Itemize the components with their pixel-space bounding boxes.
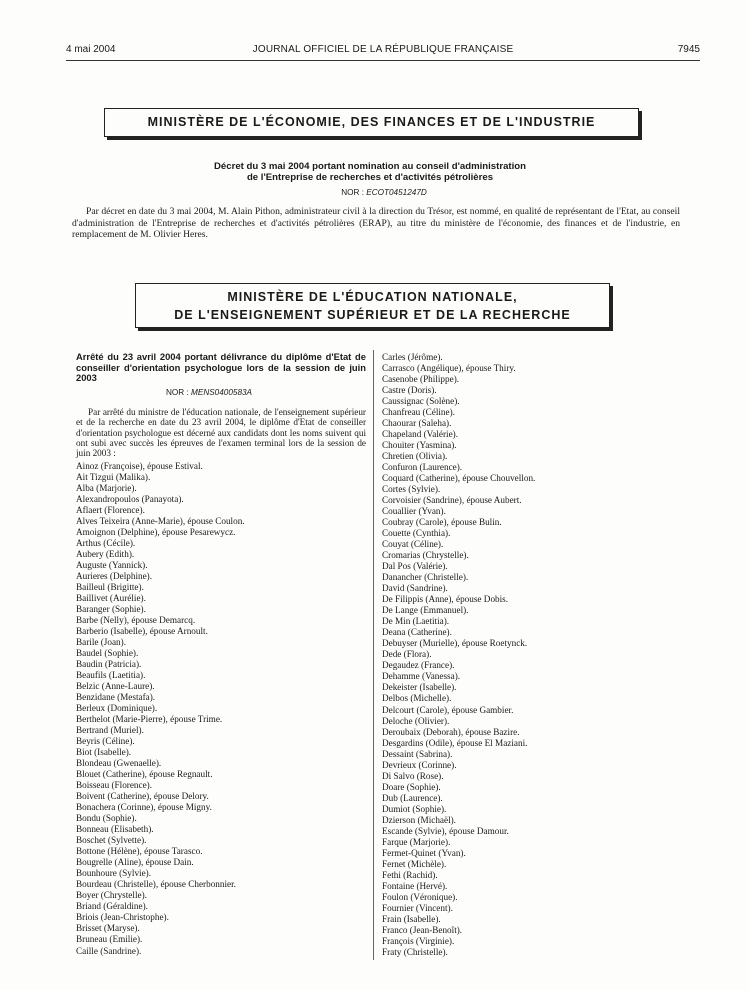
name-entry: Barbe (Nelly), épouse Demarcq. (76, 615, 196, 626)
name-entry: Amoignon (Delphine), épouse Pesarewycz. (76, 526, 236, 537)
name-entry: Caille (Sandrine). (76, 945, 142, 956)
page-header (66, 44, 700, 58)
name-entry: Baudel (Sophie). (76, 648, 139, 659)
name-entry: Bougrelle (Aline), épouse Dain. (76, 857, 194, 868)
name-entry: Dekeister (Isabelle). (382, 682, 457, 693)
name-entry: Briand (Géraldine). (76, 901, 148, 912)
name-entry: Fermet-Quinet (Yvan). (382, 847, 466, 858)
names-list-left (76, 461, 366, 957)
name-entry: Doare (Sophie). (382, 781, 441, 792)
name-entry: Boyer (Chrystelle). (76, 890, 147, 901)
name-entry: Dede (Flora). (382, 649, 432, 660)
arrete-nor (166, 388, 366, 397)
name-entry: Baudin (Patricia). (76, 659, 142, 670)
name-entry: Escande (Sylvie), épouse Damour. (382, 825, 509, 836)
arrete-nor-code: MENS0400583A (191, 387, 253, 397)
name-entry: Desgardins (Odile), épouse El Maziani. (382, 737, 528, 748)
right-column (382, 352, 672, 958)
name-entry: Aurieres (Delphine). (76, 570, 153, 581)
name-entry: Frain (Isabelle). (382, 913, 441, 924)
ministry-economy-label: MINISTÈRE DE L'ÉCONOMIE, DES FINANCES ET DE L'INDUSTRIE (147, 115, 596, 129)
left-column (76, 352, 366, 957)
name-entry: Carrasco (Angélique), épouse Thiry. (382, 363, 516, 374)
name-entry: Fraty (Christelle). (382, 946, 448, 957)
name-entry: Cortes (Sylvie). (382, 484, 441, 495)
name-entry: Farque (Marjorie). (382, 836, 451, 847)
arrete-body: Par arrêté du ministre de l'éducation nationale, de l'enseignement supérieur et de la recherche en date du 23 avril 2004, le diplôme d'Etat de conseiller d'orientation psychologue est décerné aux candidats dont les noms suivent qui ont subi avec succès les épreuves de l'examen terminal lors de la session de juin 2003 : (76, 406, 366, 459)
name-entry: Chapeland (Valérie). (382, 429, 459, 440)
name-entry: Beaufils (Laetitia). (76, 670, 146, 681)
name-entry: Franco (Jean-Benoît). (382, 924, 463, 935)
name-entry: Casenobe (Philippe). (382, 374, 460, 385)
name-entry: Dehamme (Vanessa). (382, 671, 461, 682)
name-entry: Bourdeau (Christelle), épouse Cherbonnier. (76, 879, 236, 890)
name-entry: Benzidane (Mestafa). (76, 692, 156, 703)
name-entry: Delcourt (Carole), épouse Gambier. (382, 704, 514, 715)
name-entry: Aflaert (Florence). (76, 504, 145, 515)
decret-title (150, 161, 590, 183)
arrete-nor-label: NOR : (166, 387, 189, 397)
name-entry: Carles (Jérôme). (382, 352, 443, 362)
name-entry: Couette (Cynthia). (382, 528, 451, 539)
name-entry: Dumiot (Sophie). (382, 803, 447, 814)
name-entry: Bondu (Sophie). (76, 813, 137, 824)
name-entry: Bailleul (Brigitte). (76, 581, 144, 592)
name-entry: Alves Teixeira (Anne-Marie), épouse Coulon. (76, 515, 245, 526)
name-entry: François (Virginie). (382, 935, 455, 946)
name-entry: Barberio (Isabelle), épouse Arnoult. (76, 626, 208, 637)
name-entry: Caussignac (Solène). (382, 396, 460, 407)
name-entry: Chanfreau (Céline). (382, 407, 455, 418)
decret-nor (0, 188, 748, 197)
arrete-title: Arrêté du 23 avril 2004 portant délivrance du diplôme d'Etat de conseiller d'orientation psychologue lors de la session de juin 2003 (76, 351, 366, 384)
name-entry: Chaourar (Saleha). (382, 418, 452, 429)
name-entry: Bottone (Hélène), épouse Tarasco. (76, 846, 203, 857)
name-entry: Boschet (Sylvette). (76, 835, 147, 846)
name-entry: Blondeau (Gwenaelle). (76, 758, 162, 769)
header-page-number: 7945 (677, 44, 700, 55)
name-entry: Dub (Laurence). (382, 792, 443, 803)
ministry-education-heading (135, 283, 610, 328)
name-entry: Bruneau (Emilie). (76, 934, 143, 945)
header-rule (66, 60, 700, 61)
name-entry: De Lange (Emmanuel). (382, 605, 469, 616)
name-entry: Corvoisier (Sandrine), épouse Aubert. (382, 495, 522, 506)
name-entry: Ainoz (Françoise), épouse Estival. (76, 460, 203, 471)
column-divider (373, 350, 374, 960)
name-entry: Alba (Marjorie). (76, 482, 137, 493)
name-entry: Degaudez (France). (382, 660, 455, 671)
decret-nor-code: ECOT0451247D (366, 188, 427, 197)
name-entry: Briois (Jean-Christophe). (76, 912, 169, 923)
name-entry: Bonneau (Elisabeth). (76, 824, 154, 835)
name-entry: Di Salvo (Rose). (382, 770, 444, 781)
name-entry: Chretien (Olivia). (382, 451, 448, 462)
names-list-right (382, 352, 672, 958)
name-entry: Ait Tizgui (Malika). (76, 471, 151, 482)
name-entry: Fontaine (Hervé). (382, 880, 448, 891)
name-entry: Arthus (Cécile). (76, 537, 136, 548)
name-entry: Brisset (Maryse). (76, 923, 140, 934)
name-entry: Confuron (Laurence). (382, 462, 463, 473)
name-entry: De Min (Laetitia). (382, 616, 450, 627)
name-entry: Dzierson (Michaël). (382, 814, 456, 825)
name-entry: Couallier (Yvan). (382, 506, 446, 517)
ministry-education-line1: MINISTÈRE DE L'ÉDUCATION NATIONALE, (227, 290, 518, 304)
decret-nor-label: NOR : (341, 188, 364, 197)
name-entry: De Filippis (Anne), épouse Dobis. (382, 594, 509, 605)
name-entry: Alexandropoulos (Panayota). (76, 493, 184, 504)
name-entry: Boivent (Catherine), épouse Delory. (76, 791, 209, 802)
name-entry: Aubery (Edith). (76, 548, 135, 559)
name-entry: Dal Pos (Valérie). (382, 561, 448, 572)
name-entry: Coubray (Carole), épouse Bulin. (382, 517, 502, 528)
name-entry: Delbos (Michelle). (382, 693, 452, 704)
name-entry: Deroubaix (Deborah), épouse Bazire. (382, 726, 520, 737)
name-entry: Chouiter (Yasmina). (382, 440, 457, 451)
decret-title-line1: Décret du 3 mai 2004 portant nomination au conseil d'administration (213, 161, 526, 172)
name-entry: Debuyser (Murielle), épouse Roetynck. (382, 638, 528, 649)
name-entry: Berleux (Dominique). (76, 703, 158, 714)
name-entry: Castre (Doris). (382, 385, 437, 396)
ministry-education-line2: DE L'ENSEIGNEMENT SUPÉRIEUR ET DE LA RECHERCHE (174, 308, 571, 322)
name-entry: Danancher (Christelle). (382, 572, 469, 583)
name-entry: Fournier (Vincent). (382, 902, 453, 913)
header-date: 4 mai 2004 (66, 44, 116, 55)
name-entry: Baranger (Sophie). (76, 604, 146, 615)
decret-body: Par décret en date du 3 mai 2004, M. Alain Pithon, administrateur civil à la direction du Trésor, est nommé, en qualité de représentant de l'Etat, au conseil d'administration de l'Entreprise de recherches et d'activités pétrolières (ERAP), au titre du ministère de l'économie, des finances et de l'industrie, en remplacement de M. Olivier Heres. (72, 206, 680, 240)
name-entry: Deana (Catherine). (382, 627, 452, 638)
name-entry: Bertrand (Muriel). (76, 725, 144, 736)
name-entry: Baillivet (Aurélie). (76, 593, 146, 603)
name-entry: Devrieux (Corinne). (382, 759, 457, 770)
decret-title-line2: de l'Entreprise de recherches et d'activités pétrolières (246, 172, 494, 183)
name-entry: Bonachera (Corinne), épouse Migny. (76, 802, 212, 813)
name-entry: Cromarias (Chrystelle). (382, 550, 469, 561)
name-entry: Fernet (Michèle). (382, 858, 447, 869)
name-entry: Auguste (Yannick). (76, 559, 148, 570)
name-entry: David (Sandrine). (382, 583, 448, 594)
name-entry: Bounhoure (Sylvie). (76, 868, 152, 879)
name-entry: Deloche (Olivier). (382, 715, 450, 726)
name-entry: Boisseau (Florence). (76, 780, 153, 791)
name-entry: Dessaint (Sabrina). (382, 748, 453, 759)
ministry-education-label (136, 284, 609, 324)
name-entry: Beyris (Céline). (76, 736, 135, 747)
name-entry: Belzic (Anne-Laure). (76, 681, 155, 692)
name-entry: Foulon (Véronique). (382, 891, 458, 902)
name-entry: Couyat (Céline). (382, 539, 444, 550)
header-journal-title: JOURNAL OFFICIEL DE LA RÉPUBLIQUE FRANÇAISE (252, 44, 514, 55)
name-entry: Fethi (Rachid). (382, 869, 438, 880)
name-entry: Berthelot (Marie-Pierre), épouse Trime. (76, 714, 223, 725)
ministry-economy-heading (104, 108, 639, 137)
name-entry: Barile (Joan). (76, 637, 127, 648)
name-entry: Coquard (Catherine), épouse Chouvellon. (382, 473, 536, 484)
name-entry: Biot (Isabelle). (76, 747, 132, 758)
name-entry: Blouet (Catherine), épouse Regnault. (76, 769, 213, 780)
